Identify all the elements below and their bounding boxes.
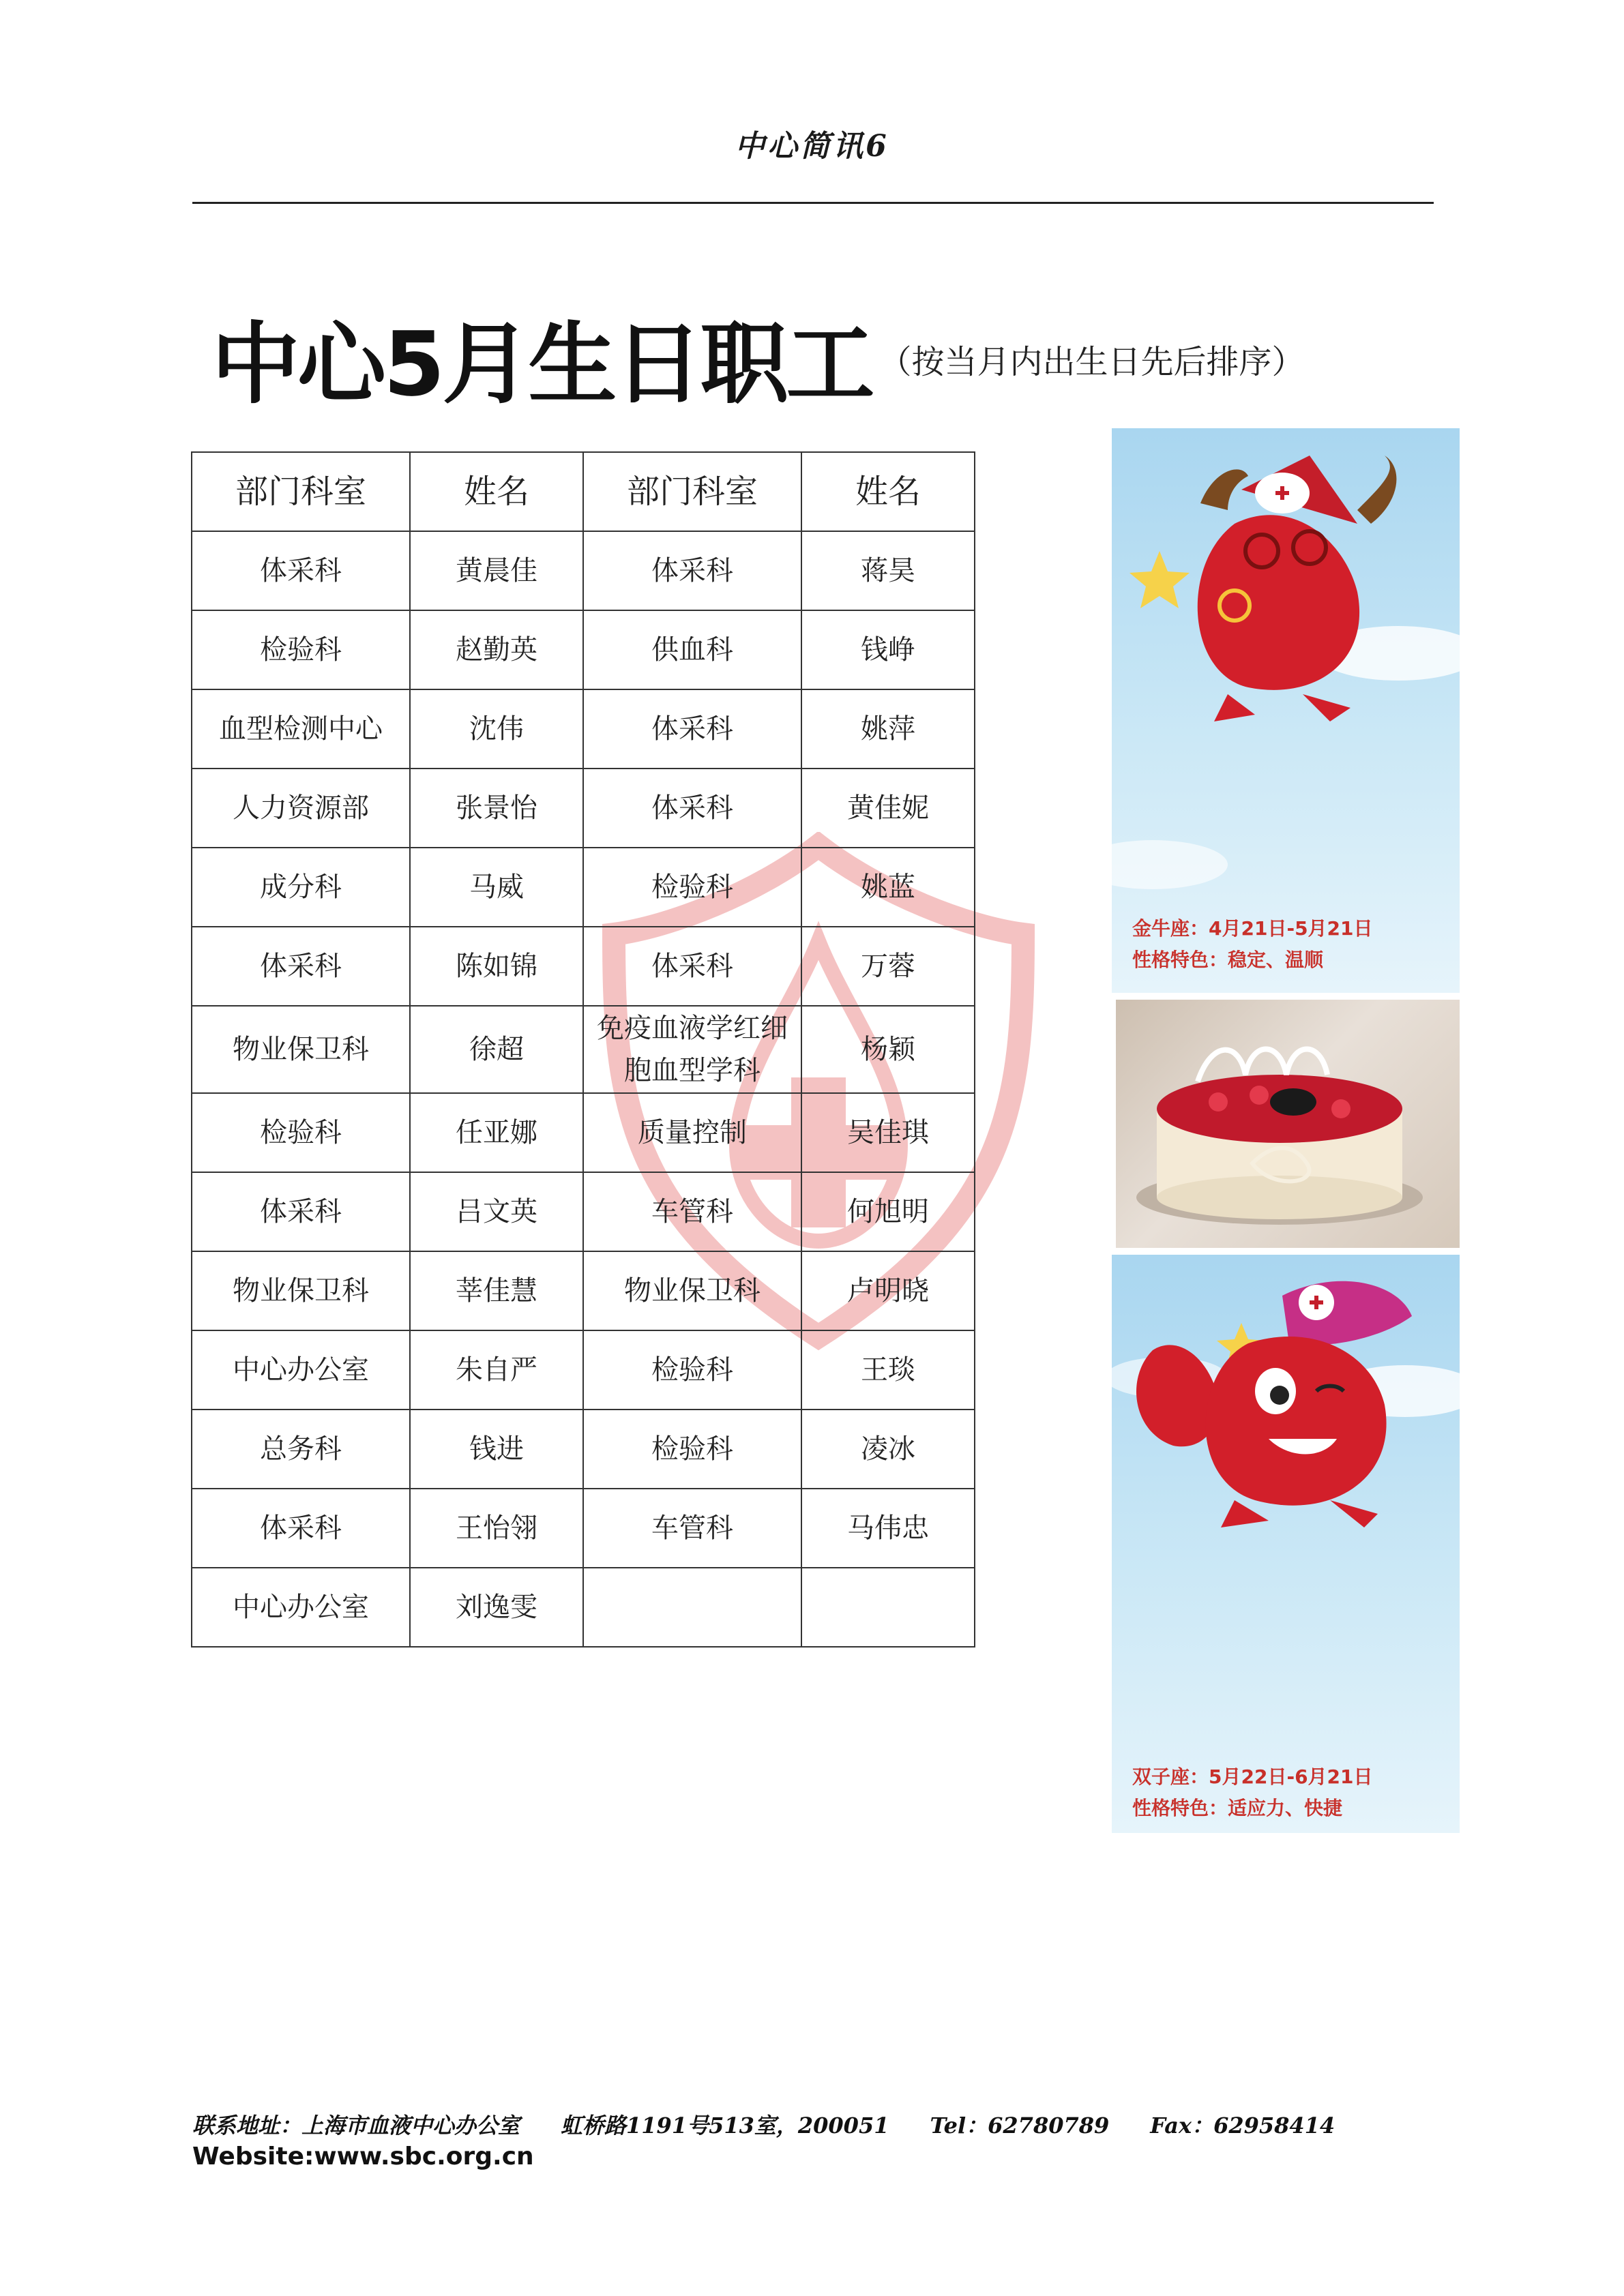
cake-illustration: [1116, 1000, 1460, 1248]
table-cell: 中心办公室: [192, 1568, 410, 1647]
birthday-table: [191, 451, 975, 1648]
page-header: 中心简讯6: [735, 129, 889, 164]
table-cell: 人力资源部: [192, 769, 410, 848]
table-cell: 物业保卫科: [192, 1251, 410, 1330]
table-cell: 物业保卫科: [583, 1251, 801, 1330]
table-row: [192, 1489, 975, 1568]
table-cell: 检验科: [583, 848, 801, 927]
zodiac-banner: [1112, 428, 1460, 1833]
table-cell: 血型检测中心: [192, 689, 410, 769]
taurus-traits: 性格特色：稳定、温顺: [1132, 949, 1324, 971]
table-cell: 钱进: [410, 1410, 583, 1489]
gemini-dates: 双子座：5月22日-6月21日: [1132, 1765, 1373, 1788]
table-cell: 姚萍: [801, 689, 975, 769]
table-cell: 黄晨佳: [410, 531, 583, 610]
website-link[interactable]: Website:www.sbc.org.cn: [192, 2143, 534, 2171]
table-cell: 体采科: [192, 927, 410, 1006]
table-cell: 检验科: [583, 1410, 801, 1489]
contact-fax: Fax：62958414: [1150, 2113, 1335, 2138]
contact-tel: Tel：62780789: [930, 2113, 1110, 2138]
header-name-1: 姓名: [410, 452, 583, 531]
table-cell: 王怡翎: [410, 1489, 583, 1568]
table-cell: 沈伟: [410, 689, 583, 769]
table-row: [192, 1172, 975, 1251]
table-cell: 质量控制: [583, 1093, 801, 1172]
birthday-table-wrap: [191, 451, 974, 1648]
taurus-mascot-illustration: [1112, 428, 1460, 993]
table-row: [192, 848, 975, 927]
table-cell: 万蓉: [801, 927, 975, 1006]
table-cell: 陈如锦: [410, 927, 583, 1006]
birthday-cake-photo: [1116, 1000, 1460, 1248]
table-cell: 体采科: [583, 927, 801, 1006]
table-cell: 车管科: [583, 1489, 801, 1568]
title-main: 中心5月生日职工: [211, 312, 872, 416]
table-cell: 总务科: [192, 1410, 410, 1489]
table-cell: 体采科: [192, 531, 410, 610]
table-cell: 蒋昊: [801, 531, 975, 610]
table-cell: 成分科: [192, 848, 410, 927]
table-cell: 供血科: [583, 610, 801, 689]
header-dept-2: 部门科室: [583, 452, 801, 531]
gemini-panel: [1112, 1255, 1460, 1833]
table-cell: 检验科: [192, 1093, 410, 1172]
table-cell: 黄佳妮: [801, 769, 975, 848]
gemini-mascot-illustration: [1112, 1255, 1460, 1833]
table-cell: 体采科: [192, 1489, 410, 1568]
table-row: [192, 531, 975, 610]
table-cell: 体采科: [583, 689, 801, 769]
table-cell: 钱峥: [801, 610, 975, 689]
title-subtitle: （按当月内出生日先后排序）: [879, 343, 1305, 381]
table-row: [192, 1093, 975, 1172]
table-row: [192, 927, 975, 1006]
table-row: [192, 1568, 975, 1647]
table-cell: 马威: [410, 848, 583, 927]
contact-line: [192, 2108, 1376, 2140]
table-cell: 徐超: [410, 1006, 583, 1093]
table-cell: 检验科: [192, 610, 410, 689]
contact-address: 联系地址：上海市血液中心办公室: [192, 2113, 520, 2138]
table-cell: 凌冰: [801, 1410, 975, 1489]
gemini-traits: 性格特色：适应力、快捷: [1132, 1797, 1343, 1819]
table-cell: 吕文英: [410, 1172, 583, 1251]
table-row: [192, 610, 975, 689]
table-cell: 莘佳慧: [410, 1251, 583, 1330]
table-cell: 物业保卫科: [192, 1006, 410, 1093]
table-header-row: [192, 452, 975, 531]
table-cell: 体采科: [583, 769, 801, 848]
table-cell: 杨颖: [801, 1006, 975, 1093]
table-cell: 免疫血液学红细胞血型学科: [583, 1006, 801, 1093]
table-cell: [801, 1568, 975, 1647]
table-cell: [583, 1568, 801, 1647]
header-divider: [192, 202, 1434, 204]
table-cell: 何旭明: [801, 1172, 975, 1251]
table-cell: 张景怡: [410, 769, 583, 848]
table-cell: 马伟忠: [801, 1489, 975, 1568]
contact-street: 虹桥路1191号513室，200051: [561, 2113, 889, 2138]
table-cell: 车管科: [583, 1172, 801, 1251]
table-cell: 王琰: [801, 1330, 975, 1410]
table-cell: 卢明晓: [801, 1251, 975, 1330]
header-dept-1: 部门科室: [192, 452, 410, 531]
table-cell: 体采科: [583, 531, 801, 610]
page-title: [211, 293, 1304, 421]
table-row: [192, 1330, 975, 1410]
taurus-dates: 金牛座：4月21日-5月21日: [1132, 917, 1373, 940]
table-cell: 任亚娜: [410, 1093, 583, 1172]
table-cell: 体采科: [192, 1172, 410, 1251]
table-row: [192, 689, 975, 769]
header-name-2: 姓名: [801, 452, 975, 531]
table-row: [192, 1410, 975, 1489]
table-cell: 中心办公室: [192, 1330, 410, 1410]
table-row: [192, 1006, 975, 1093]
table-cell: 赵勤英: [410, 610, 583, 689]
table-cell: 刘逸雯: [410, 1568, 583, 1647]
table-cell: 朱自严: [410, 1330, 583, 1410]
taurus-panel: [1112, 428, 1460, 993]
table-cell: 吴佳琪: [801, 1093, 975, 1172]
table-row: [192, 769, 975, 848]
table-cell: 姚蓝: [801, 848, 975, 927]
table-row: [192, 1251, 975, 1330]
table-cell: 检验科: [583, 1330, 801, 1410]
